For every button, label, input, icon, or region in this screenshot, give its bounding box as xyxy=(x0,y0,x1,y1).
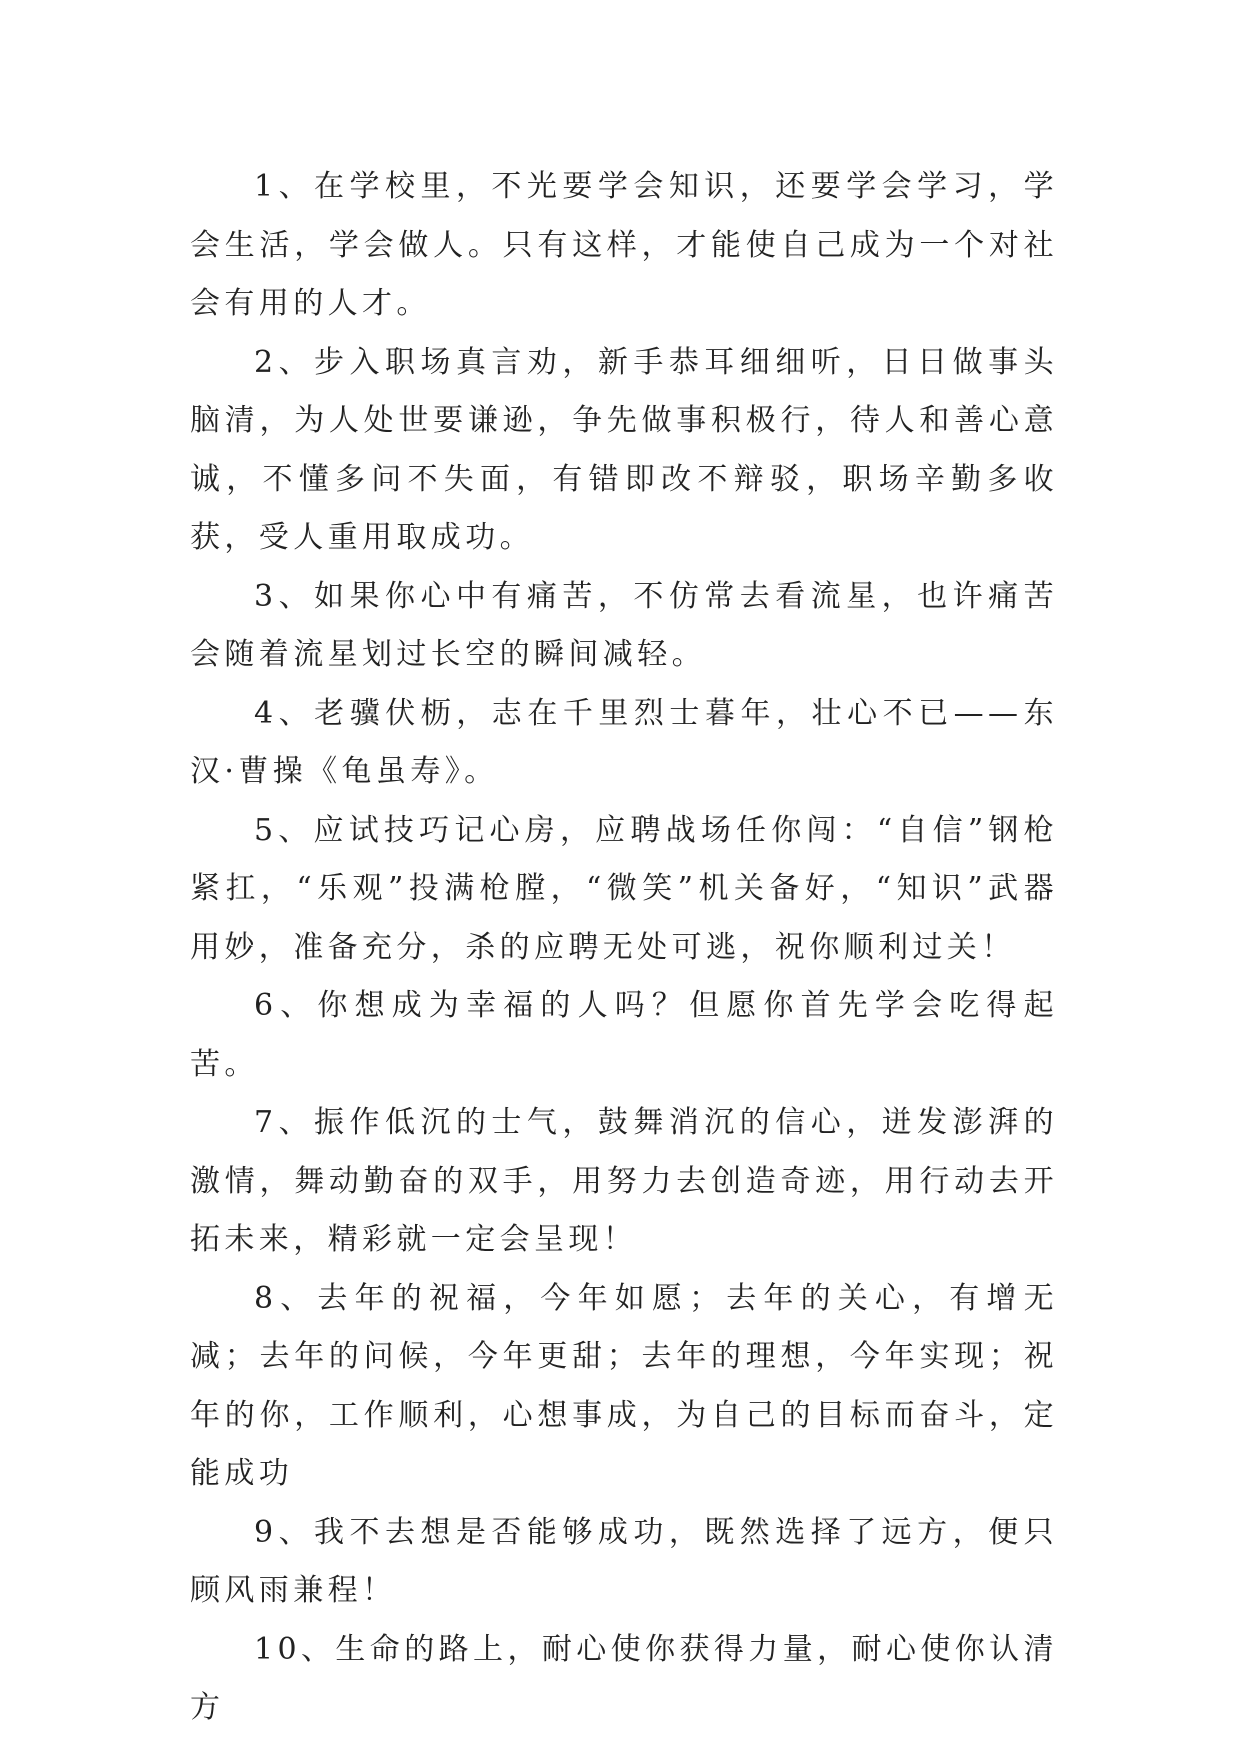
paragraph-5: 5、应试技巧记心房，应聘战场任你闯：“自信”钢枪紧扛，“乐观”投满枪膛，“微笑”机关备好，“知识”武器用妙，准备充分，杀的应聘无处可逃，祝你顺利过关！ xyxy=(190,812,1058,965)
paragraph-2: 2、步入职场真言劝，新手恭耳细细听，日日做事头脑清，为人处世要谦逊，争先做事积极行，待人和善心意诚，不懂多问不失面，有错即改不辩驳，职场辛勤多收获，受人重用取成功。 xyxy=(190,344,1058,555)
paragraph-6: 6、你想成为幸福的人吗？但愿你首先学会吃得起苦。 xyxy=(190,988,1058,1082)
paragraph-4: 4、老骥伏枥，志在千里烈士暮年，壮心不已——东汉·曹操《龟虽寿》。 xyxy=(190,695,1058,789)
paragraph-10: 10、生命的路上，耐心使你获得力量，耐心使你认清方 xyxy=(190,1631,1058,1725)
document-body xyxy=(190,158,1058,1738)
paragraph-9: 9、我不去想是否能够成功，既然选择了远方，便只顾风雨兼程！ xyxy=(190,1514,1058,1608)
paragraph-1: 1、在学校里，不光要学会知识，还要学会学习，学会生活，学会做人。只有这样，才能使自己成为一个对社会有用的人才。 xyxy=(190,169,1058,321)
paragraph-3: 3、如果你心中有痛苦，不仿常去看流星，也许痛苦会随着流星划过长空的瞬间减轻。 xyxy=(190,578,1058,672)
paragraph-8: 8、去年的祝福，今年如愿；去年的关心，有增无减；去年的问候，今年更甜；去年的理想，今年实现；祝年的你，工作顺利，心想事成，为自己的目标而奋斗，定能成功 xyxy=(190,1280,1058,1491)
paragraph-7: 7、振作低沉的士气，鼓舞消沉的信心，迸发澎湃的激情，舞动勤奋的双手，用努力去创造奇迹，用行动去开拓未来，精彩就一定会呈现！ xyxy=(190,1105,1058,1257)
